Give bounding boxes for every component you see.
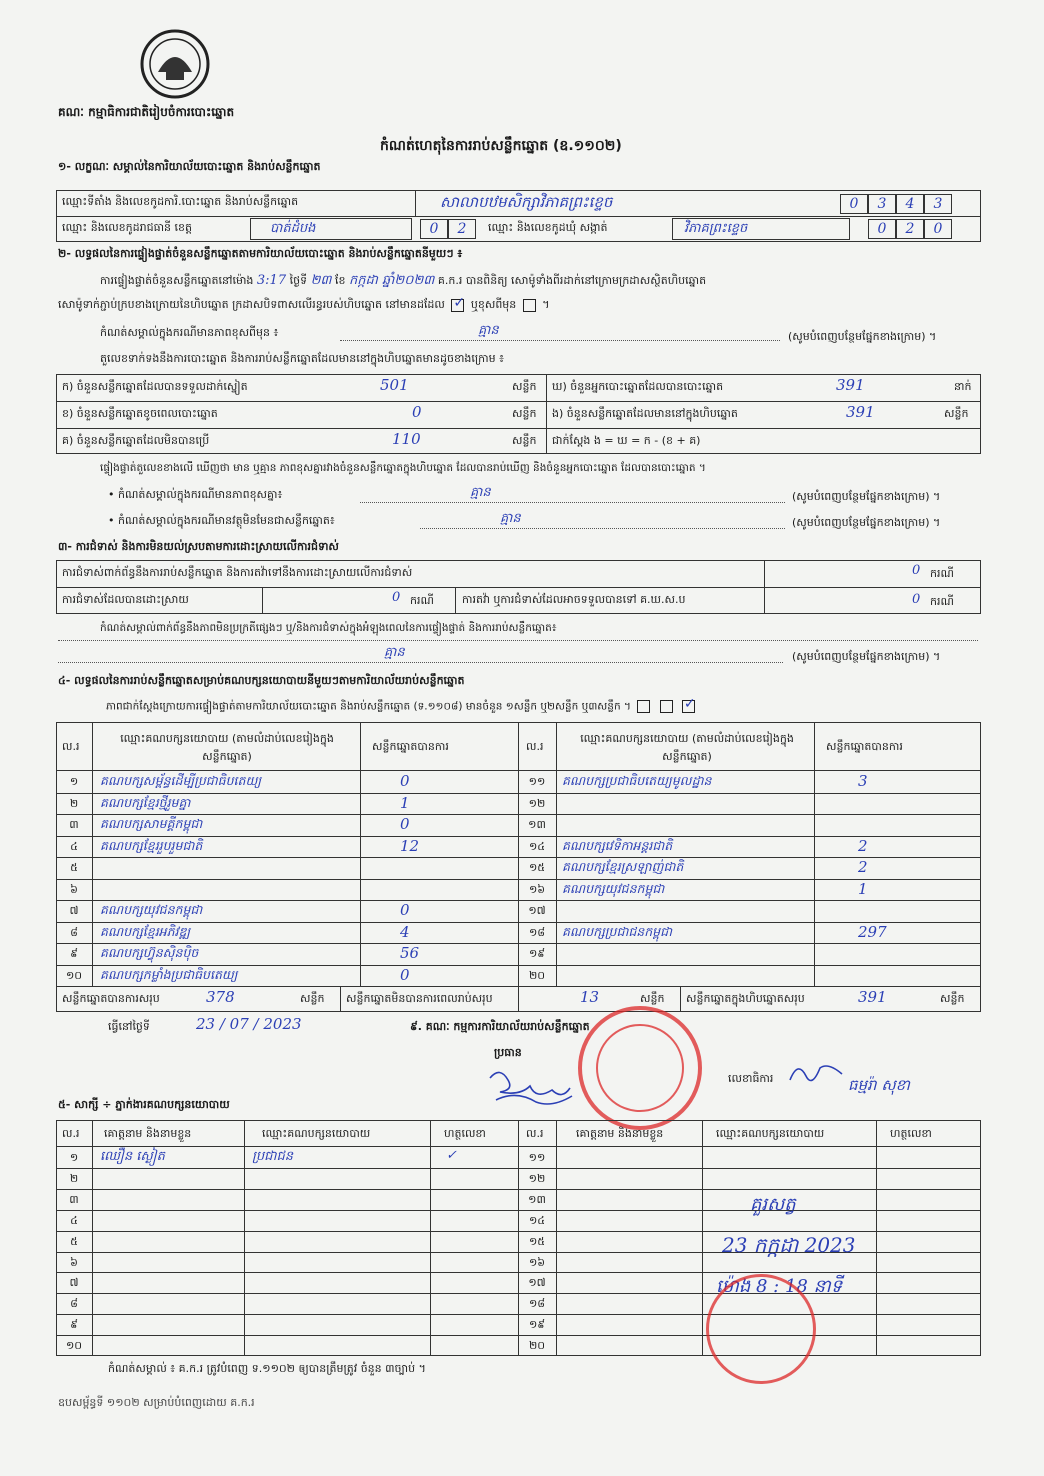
handwritten-note-3: ម៉ោង 8 : 18 នាទី bbox=[716, 1276, 843, 1297]
party-name: គណបក្សខ្មែរអភិវឌ្ឍ bbox=[100, 923, 191, 939]
fill-hint: (សូមបំពេញបន្ថែមផ្នែកខាងក្រោម) ។ bbox=[792, 650, 941, 663]
chair-signature-icon bbox=[482, 1064, 582, 1116]
row-number: ៦ bbox=[70, 1255, 78, 1269]
party-name: គណបក្សសាមគ្គីកម្ពុជា bbox=[100, 816, 203, 831]
witness-col-party: ឈ្មោះគណបក្សនយោបាយ bbox=[262, 1127, 371, 1140]
row-number: ១៧ bbox=[528, 1276, 546, 1290]
party-votes: 297 bbox=[858, 922, 887, 941]
counting-committee-label: ៩. គណៈ កម្មការការិយាល័យរាប់សន្លឹកឆ្នោត bbox=[410, 1020, 590, 1033]
difference-remark-value: គ្មាន bbox=[478, 323, 499, 338]
col-no-header: ល.រ bbox=[62, 740, 80, 753]
party-name: គណបក្សហ៊្វុនស៊ិនប៉ិច bbox=[100, 945, 199, 960]
seal-stamp-icon bbox=[706, 1274, 816, 1384]
foreign-object-remark-value: គ្មាន bbox=[500, 511, 521, 526]
handwritten-note-2: 23 កក្កដា 2023 bbox=[722, 1233, 856, 1257]
district-label: ឈ្មោះ និងលេខកូដរាជធានី ខេត្ត bbox=[62, 221, 192, 234]
commune-code-digit: 0 bbox=[924, 219, 952, 239]
party-votes: 0 bbox=[400, 901, 410, 919]
party-name: គណបក្សប្រជាជនកម្ពុជា bbox=[562, 923, 672, 939]
different-checkbox[interactable] bbox=[523, 299, 536, 312]
objection-row-1: ការជំទាស់ពាក់ព័ន្ធនឹងការរាប់សន្លឹកឆ្នោត និងការតវ៉ាទៅនឹងការដោះស្រាយលើការជំទាស់ bbox=[62, 566, 413, 579]
district-code-digit: 0 bbox=[420, 219, 448, 239]
case-label: ករណី bbox=[410, 594, 434, 607]
total-valid-value: 378 bbox=[206, 988, 235, 1006]
party-votes: 2 bbox=[858, 858, 868, 876]
section-5-title: ៥- សាក្សី ÷ ភ្នាក់ងារគណបក្សនយោបាយ bbox=[58, 1098, 230, 1111]
witness-col-name: គោត្តនាម និងនាមខ្លួន bbox=[104, 1127, 192, 1140]
objection-row-3: ការតវ៉ា ឬការជំទាស់ដែលអាចទទួលបានទៅ គ.ឃ.ស.ប bbox=[462, 593, 686, 606]
fill-hint: (សូមបំពេញបន្ថែមផ្នែកខាងក្រោម) ។ bbox=[792, 516, 941, 529]
foreign-object-remark-label: • កំណត់សម្គាល់ក្នុងករណីមានវត្ថុមិនមែនជាសន្លឹកឆ្នោត៖ bbox=[108, 514, 335, 527]
row-number: ២០ bbox=[528, 968, 546, 982]
row-number: ១៨ bbox=[528, 925, 546, 939]
party-name: គណបក្សយុវជនកម្ពុជា bbox=[100, 902, 203, 917]
two-sheet-checkbox[interactable] bbox=[660, 700, 673, 713]
verify-line-1: ការផ្ទៀងផ្ទាត់ចំនួនសន្លឹកឆ្នោតនៅម៉ោង 3:17 ថ្ងៃទី ២៣ ខែ កក្កដា ឆ្នាំ២០២៣ គ.ក.រ បានពិនិត្យ សោម៉ូទាំងពីរដាក់នៅក្រោមក្រដាសស្ថិតហិបឆ្នោត bbox=[100, 273, 707, 288]
row-number: ២ bbox=[69, 1171, 79, 1185]
figure-a-label: ក) ចំនួនសន្លឹកឆ្នោតដែលបានទទួលដាក់ស្នៀត bbox=[62, 380, 248, 393]
row-number: ៦ bbox=[70, 882, 78, 896]
commune-code-digit: 0 bbox=[868, 219, 896, 239]
row-number: ១៦ bbox=[528, 1255, 546, 1269]
station-code-digit: 0 bbox=[840, 194, 868, 214]
verify-day: ២៣ bbox=[310, 273, 332, 288]
party-votes: 3 bbox=[858, 772, 868, 790]
witness-col-no: ល.រ bbox=[62, 1127, 80, 1140]
figure-d-label: ឃ) ចំនួនអ្នកបោះឆ្នោតដែលបានបោះឆ្នោត bbox=[552, 380, 724, 393]
commune-value: វិភាគព្រះខ្ទេច bbox=[684, 221, 748, 236]
verify-line-2: សោម៉ូទាក់ភ្ជាប់ក្របខាងក្រោយនៃហិបឆ្នោត ក្រដាសបិទពាសលើរន្ធរបស់ហិបឆ្នោត នៅមានដដែល ✓ ឬខុសពីមុន ។ bbox=[58, 298, 550, 314]
station-code-digit: 3 bbox=[924, 194, 952, 214]
row-number: ៨ bbox=[70, 1297, 78, 1311]
district-code-digit: 2 bbox=[448, 219, 476, 239]
row-number: ៥ bbox=[70, 861, 78, 874]
station-name-label: ឈ្មោះទីតាំង និងលេខកូដការិ.បោះឆ្នោត និងរាប់សន្លឹកឆ្នោត bbox=[62, 195, 299, 208]
row-number: ១៩ bbox=[528, 947, 546, 960]
secretary-label: លេខាធិការ bbox=[728, 1072, 774, 1085]
secretary-name: ធម្មរ៉ា សុខា bbox=[848, 1076, 910, 1094]
party-name: គណបក្សវេទិកាអន្តរជាតិ bbox=[562, 837, 673, 853]
witness-col-party: ឈ្មោះគណបក្សនយោបាយ bbox=[716, 1127, 825, 1140]
party-votes: 0 bbox=[400, 815, 410, 833]
section-1-title: ១- លក្ខណៈ សម្គាល់នៃការិយាល័យបោះឆ្នោត និងរាប់សន្លឹកឆ្នោត bbox=[58, 160, 321, 173]
party-votes: 2 bbox=[858, 836, 868, 855]
fill-hint: (សូមបំពេញបន្ថែមផ្នែកខាងក្រោម) ។ bbox=[792, 490, 941, 503]
fill-hint: (សូមបំពេញបន្ថែមផ្នែកខាងក្រោម) ។ bbox=[788, 330, 937, 343]
unit-label: សន្លឹក bbox=[512, 407, 537, 420]
figure-e-value: 391 bbox=[846, 403, 875, 421]
date-label: ធ្វើនៅថ្ងៃទី bbox=[108, 1020, 150, 1033]
witness-name: ឈឿន ស្ងៀត bbox=[100, 1149, 165, 1164]
discrepancy-check-line: ផ្ទៀងផ្ទាត់តួលេខខាងលើ ឃើញថា មាន ឬគ្មាន ភាពខុសគ្នារវាងចំនួនសន្លឹកឆ្នោតក្នុងហិបឆ្នោត ដែលបានរាប់ឃើញ និងចំនួនអ្នកបោះឆ្នោត ដែលបានបោះឆ្នោត ។ bbox=[100, 462, 706, 474]
figure-d-value: 391 bbox=[836, 376, 865, 394]
row-number: ១០ bbox=[65, 1339, 83, 1353]
witness-col-name: គោត្តនាម និងនាមខ្លួន bbox=[576, 1127, 664, 1140]
party-votes: 56 bbox=[400, 944, 420, 962]
discrepancy-remark-value: គ្មាន bbox=[470, 485, 491, 500]
party-name: គណបក្សខ្មែររួបរួមជាតិ bbox=[100, 837, 203, 853]
row-number: ១៥ bbox=[528, 861, 546, 874]
row-number: ១៣ bbox=[528, 1192, 546, 1206]
row-number: ១៨ bbox=[528, 1297, 546, 1311]
station-name-value: សាលាបឋមសិក្សាវិភាគព្រះខ្ទេច bbox=[440, 193, 613, 211]
col-votes-header: សន្លឹកឆ្នោតបានការ bbox=[826, 740, 903, 753]
row-number: ៧ bbox=[69, 904, 79, 917]
row-number: ១១ bbox=[528, 775, 546, 788]
party-votes: 0 bbox=[400, 772, 410, 790]
sheet-count-note: ភាពជាក់ស្តែងក្រោយការផ្ទៀងផ្ទាត់តាមការិយាល័យបោះឆ្នោត និងរាប់សន្លឹកឆ្នោត (ទ.១១០៨) មានចំនួន ១សន្លឹក ឬ២សន្លឹក ឬ៣សន្លឹក ។ ✓ bbox=[106, 700, 698, 716]
row-number: ១៣ bbox=[528, 818, 546, 831]
party-name: គណបក្សយុវជនកម្ពុជា bbox=[562, 880, 665, 896]
secretary-signature-icon bbox=[786, 1056, 846, 1090]
figure-b-label: ខ) ចំនួនសន្លឹកឆ្នោតខូចពេលបោះឆ្នោត bbox=[62, 407, 218, 420]
row-number: ៧ bbox=[69, 1276, 79, 1290]
party-name: គណបក្សប្រជាធិបតេយ្យមូលដ្ឋាន bbox=[562, 773, 712, 788]
party-votes: 12 bbox=[400, 836, 420, 855]
total-valid-label: សន្លឹកឆ្នោតបានការសរុប bbox=[62, 992, 160, 1005]
total-box-label: សន្លឹកឆ្នោតក្នុងហិបឆ្នោតសរុប bbox=[686, 992, 805, 1005]
witness-col-sign: ហត្ថលេខា bbox=[444, 1127, 486, 1140]
witness-signature: ✓ bbox=[446, 1148, 457, 1163]
irregularity-remark-label: កំណត់សម្គាល់ពាក់ព័ន្ធនឹងភាពមិនប្រក្រតីផ្សេងៗ ឬ/និងការជំទាស់ក្នុងអំឡុងពេលនៃការផ្ទៀងផ្ទាត់ និងការរាប់សន្លឹកឆ្នោត៖ bbox=[100, 622, 557, 634]
row-number: ៥ bbox=[70, 1234, 78, 1248]
row-number: ១៦ bbox=[528, 882, 546, 896]
row-number: ៩ bbox=[70, 1318, 78, 1332]
col-party-header: ឈ្មោះគណបក្សនយោបាយ (តាមលំដាប់លេខរៀងក្នុងសន្លឹកឆ្នោត) bbox=[120, 732, 334, 763]
nec-logo-icon bbox=[138, 28, 212, 100]
witness-col-no: ល.រ bbox=[526, 1127, 544, 1140]
verify-month-year: កក្កដា ឆ្នាំ២០២៣ bbox=[349, 273, 435, 288]
difference-remark-label: កំណត់សម្គាល់ក្នុងករណីមានភាពខុសពីមុន ៖ bbox=[100, 326, 279, 339]
witness-party: ប្រជាជន bbox=[252, 1149, 294, 1164]
page-title: កំណត់ហេតុនៃការរាប់សន្លឹកឆ្នោត (ឧ.១១០២) bbox=[380, 138, 622, 154]
figures-intro: តួលេខទាក់ទងនឹងការបោះឆ្នោត និងការរាប់សន្លឹកឆ្នោតដែលមាននៅក្នុងហិបឆ្នោតមានដូចខាងក្រោម ៖ bbox=[100, 352, 504, 365]
row-number: ១២ bbox=[528, 1171, 546, 1185]
party-name: គណបក្សខ្មែរថ្មីរួមគ្នា bbox=[100, 794, 191, 810]
row-number: ១ bbox=[69, 775, 79, 788]
chair-label: ប្រធាន bbox=[494, 1046, 522, 1059]
total-box-value: 391 bbox=[858, 988, 887, 1006]
footer-note: កំណត់សម្គាល់ ៖ គ.ក.រ ត្រូវបំពេញ ទ.១១០២ ឲ្យបានត្រឹមត្រូវ ចំនួន ៣ច្បាប់ ។ bbox=[108, 1362, 426, 1375]
section-2-title: ២- លទ្ធផលនៃការផ្ទៀងផ្ទាត់ចំនួនសន្លឹកឆ្នោតតាមការិយាល័យបោះឆ្នោត និងរាប់សន្លឹកឆ្នោតនីមួយៗ ៖ bbox=[58, 247, 463, 260]
objection-row-1-count: 0 bbox=[912, 563, 921, 578]
total-invalid-label: សន្លឹកឆ្នោតមិនបានការពេលរាប់សរុប bbox=[346, 992, 493, 1005]
row-number: ២០ bbox=[528, 1339, 546, 1353]
unit-label: សន្លឹក bbox=[512, 434, 537, 447]
committee-name: គណៈ កម្មាធិការជាតិរៀបចំការបោះឆ្នោត bbox=[58, 105, 235, 119]
row-number: ១៥ bbox=[528, 1234, 546, 1248]
station-code-digit: 4 bbox=[896, 194, 924, 214]
witness-col-sign: ហត្ថលេខា bbox=[890, 1127, 932, 1140]
discrepancy-remark-label: • កំណត់សម្គាល់ក្នុងករណីមានភាពខុសគ្នា៖ bbox=[108, 488, 283, 501]
date-value: 23 / 07 / 2023 bbox=[196, 1015, 302, 1033]
row-number: ១៤ bbox=[528, 1213, 546, 1227]
figure-b-value: 0 bbox=[412, 403, 422, 421]
row-number: ២ bbox=[69, 796, 79, 810]
unit-label: សន្លឹក bbox=[944, 407, 969, 420]
objection-row-2-count: 0 bbox=[392, 590, 401, 605]
one-sheet-checkbox[interactable] bbox=[637, 700, 650, 713]
total-invalid-value: 13 bbox=[580, 988, 600, 1006]
party-name: គណបក្សខ្មែរស្រឡាញ់ជាតិ bbox=[562, 859, 684, 874]
party-name: គណបក្សសម្ព័ន្ធដើម្បីប្រជាធិបតេយ្យ bbox=[100, 773, 262, 788]
formula: ជាក់ស្តែង ង = ឃ = ក - (ខ + គ) bbox=[552, 434, 701, 447]
row-number: ៨ bbox=[70, 925, 78, 939]
bottom-line: ឧបសម្ព័ន្ធទី ១១០២ សម្រាប់បំពេញដោយ គ.ក.រ bbox=[58, 1396, 255, 1409]
handwritten-note-1: គួរសត្វ bbox=[750, 1194, 796, 1215]
unit-label: សន្លឹក bbox=[512, 380, 537, 393]
figure-a-value: 501 bbox=[380, 376, 409, 394]
row-number: ៣ bbox=[69, 1192, 79, 1206]
objection-row-2: ការជំទាស់ដែលបានដោះស្រាយ bbox=[62, 593, 189, 606]
objection-row-3-count: 0 bbox=[912, 592, 921, 607]
col-party-header: ឈ្មោះគណបក្សនយោបាយ (តាមលំដាប់លេខរៀងក្នុងសន្លឹកឆ្នោត) bbox=[580, 732, 794, 763]
irregularity-remark-value: គ្មាន bbox=[384, 645, 405, 660]
official-stamp-icon bbox=[578, 1006, 702, 1130]
figure-e-label: ង) ចំនួនសន្លឹកឆ្នោតដែលមាននៅក្នុងហិបឆ្នោត bbox=[552, 407, 738, 420]
figure-c-value: 110 bbox=[392, 430, 421, 448]
row-number: ៩ bbox=[70, 947, 78, 960]
section-4-title: ៤- លទ្ធផលនៃការរាប់សន្លឹកឆ្នោតសម្រាប់គណបក្សនយោបាយនីមួយៗតាមការិយាល័យរាប់សន្លឹកឆ្នោត bbox=[58, 674, 465, 687]
row-number: ៤ bbox=[70, 1213, 78, 1227]
col-no-header: ល.រ bbox=[526, 740, 544, 753]
figure-c-label: គ) ចំនួនសន្លឹកឆ្នោតដែលមិនបានប្រើ bbox=[62, 434, 210, 447]
row-number: ១ bbox=[69, 1151, 79, 1164]
section-3-title: ៣- ការជំទាស់ និងការមិនយល់ស្របតាមការដោះស្រាយលើការជំទាស់ bbox=[58, 540, 339, 553]
row-number: ៣ bbox=[69, 818, 79, 831]
row-number: ១៤ bbox=[528, 839, 546, 853]
commune-code-digit: 2 bbox=[896, 219, 924, 239]
party-votes: 1 bbox=[858, 879, 868, 898]
same-checkbox[interactable] bbox=[451, 299, 464, 312]
unit-label: សន្លឹក bbox=[640, 992, 665, 1005]
commune-label: ឈ្មោះ និងលេខកូដឃុំ សង្កាត់ bbox=[488, 221, 608, 234]
district-value: បាត់ដំបង bbox=[270, 221, 316, 236]
party-name: គណបក្សកម្លាំងប្រជាធិបតេយ្យ bbox=[100, 966, 238, 982]
unit-label: នាក់ bbox=[954, 380, 972, 393]
case-label: ករណី bbox=[930, 567, 954, 580]
row-number: ៤ bbox=[70, 839, 78, 853]
unit-label: សន្លឹក bbox=[300, 992, 325, 1005]
row-number: ១៧ bbox=[528, 904, 546, 917]
party-votes: 0 bbox=[400, 965, 410, 984]
row-number: ១២ bbox=[528, 796, 546, 810]
party-votes: 4 bbox=[400, 922, 410, 941]
row-number: ១០ bbox=[65, 968, 83, 982]
case-label: ករណី bbox=[930, 595, 954, 608]
party-votes: 1 bbox=[400, 793, 410, 812]
row-number: ១៩ bbox=[528, 1318, 546, 1332]
station-code-digit: 3 bbox=[868, 194, 896, 214]
row-number: ១១ bbox=[528, 1151, 546, 1164]
verify-time: 3:17 bbox=[256, 273, 287, 288]
unit-label: សន្លឹក bbox=[940, 992, 965, 1005]
col-votes-header: សន្លឹកឆ្នោតបានការ bbox=[372, 740, 449, 753]
three-sheet-checkbox[interactable] bbox=[682, 700, 695, 713]
